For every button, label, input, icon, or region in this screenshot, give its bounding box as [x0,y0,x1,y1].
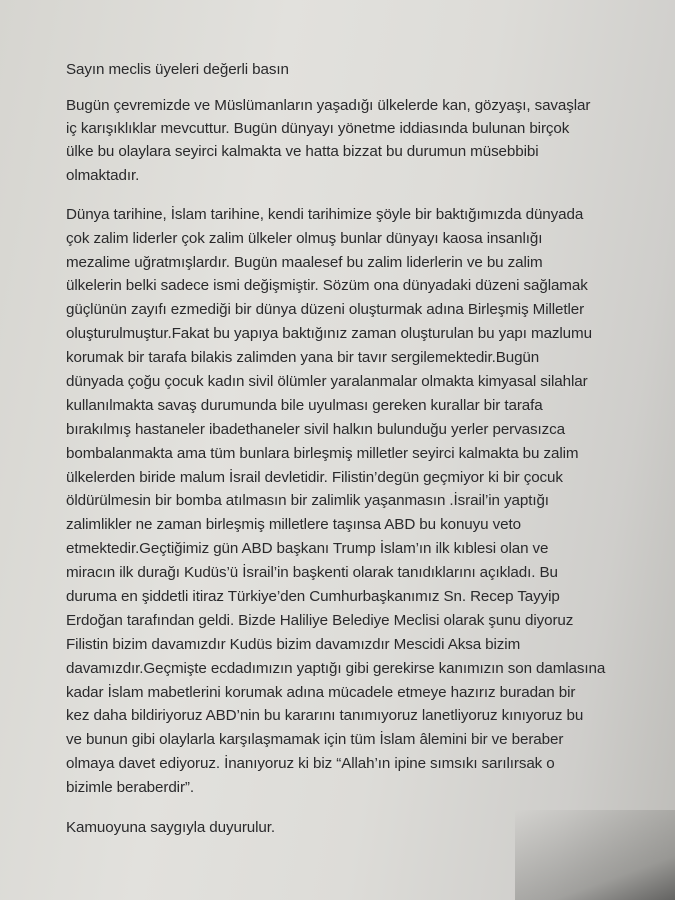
text-line: bizimle beraberdir”. [66,779,194,797]
text-line: Filistin bizim davamızdır Kudüs bizim davamızdır Mescidi Aksa bizim [66,635,521,653]
text-line: güçlünün zayıfı ezmediği bir dünya düzeni oluşturmak adına Birleşmiş Milletler [66,301,585,319]
paragraph-2 [66,203,666,800]
text-line: ve bunun gibi olaylarla karşılaşmamak için tüm İslam âlemini bir ve beraber [66,731,564,749]
text-line: miracın ilk durağı Kudüs’ü İsrail’in başkenti olarak tanıdıklarını açıkladı. Bu [66,564,558,582]
text-line: ülke bu olaylara seyirci kalmakta ve hatta bizzat bu durumun müsebbibi [66,143,539,161]
text-line: etmektedir.Geçtiğimiz gün ABD başkanı Trump İslam’ın ilk kıblesi olan ve [66,540,549,558]
text-line: kullanılmakta savaş durumunda bile uyulması gereken kurallar bir tarafa [66,396,543,414]
text-line: dünyada çoğu çocuk kadın sivil ölümler yaralanmalar olmakta kimyasal silahlar [66,372,588,390]
text-line: öldürülmesin bir bomba atılmasın bir zalimlik yaşanmasın .İsrail’in yaptığı [66,492,549,510]
text-line: oluşturulmuştur.Fakat bu yapıya baktığınız zaman oluşturulan bu yapı mazlumu [66,325,592,343]
text-line: kez daha bildiriyoruz ABD’nin bu kararını tanımıyoruz lanetliyoruz kınıyoruz bu [66,707,584,725]
text-line: olmaya davet ediyoruz. İnanıyoruz ki biz “Allah’ın ipine sımsıkı sarılırsak o [66,755,555,773]
text-line: kadar İslam mabetlerini korumak adına mücadele etmeye hazırız buradan bir [66,683,576,701]
text-line: Erdoğan tarafından geldi. Bizde Haliliye Belediye Meclisi olarak şunu diyoruz [66,611,574,629]
text-line: bırakılmış hastaneler ibadethaneler sivil halkın bulunduğu yerler pervasızca [66,420,565,438]
document-body [66,58,666,840]
text-line: Dünya tarihine, İslam tarihine, kendi tarihimize şöyle bir baktığımızda dünyada [66,205,584,223]
text-line: Bugün çevremizde ve Müslümanların yaşadığı ülkelerde kan, gözyaşı, savaşlar [66,97,591,114]
paragraph-1 [66,94,666,187]
text-line: korumak bir tarafa bilakis zalimden yana bir tavır sergilemektedir.Bugün [66,349,540,367]
text-line: duruma en şiddetli itiraz Türkiye’den Cumhurbaşkanımız Sn. Recep Tayyip [66,588,560,605]
text-line: mezalime uğratmışlardır. Bugün maalesef bu zalim liderlerin ve bu zalim [66,253,543,271]
text-line: bombalanmakta ama tüm bunlara birleşmiş milletler seyirci kalmakta bu zalim [66,444,579,462]
text-line: davamızdır.Geçmişte ecdadımızın yaptığı gibi gerekirse kanımızın son damlasına [66,659,606,677]
text-line: zalimlikler ne zaman birleşmiş milletlere taşınsa ABD bu konuyu veto [66,516,521,534]
text-line: iç karışıklıklar mevcuttur. Bugün dünyayı yönetme iddiasında bulunan birçok [66,120,570,138]
text-line: ülkelerden biride malum İsrail devletidir. Filistin’degün geçmiyor ki bir çocuk [66,468,563,486]
text-line: çok zalim liderler çok zalim ülkeler olmuş bunlar dünyayı kaosa insanlığı [66,229,543,247]
salutation: Sayın meclis üyeleri değerli basın [66,61,289,78]
text-line: ülkelerin belki sadece ismi değişmiştir. Sözüm ona dünyadaki düzeni sağlamak [66,277,588,295]
text-line: olmaktadır. [66,166,140,184]
closing-line: Kamuoyuna saygıyla duyurulur. [66,819,276,837]
